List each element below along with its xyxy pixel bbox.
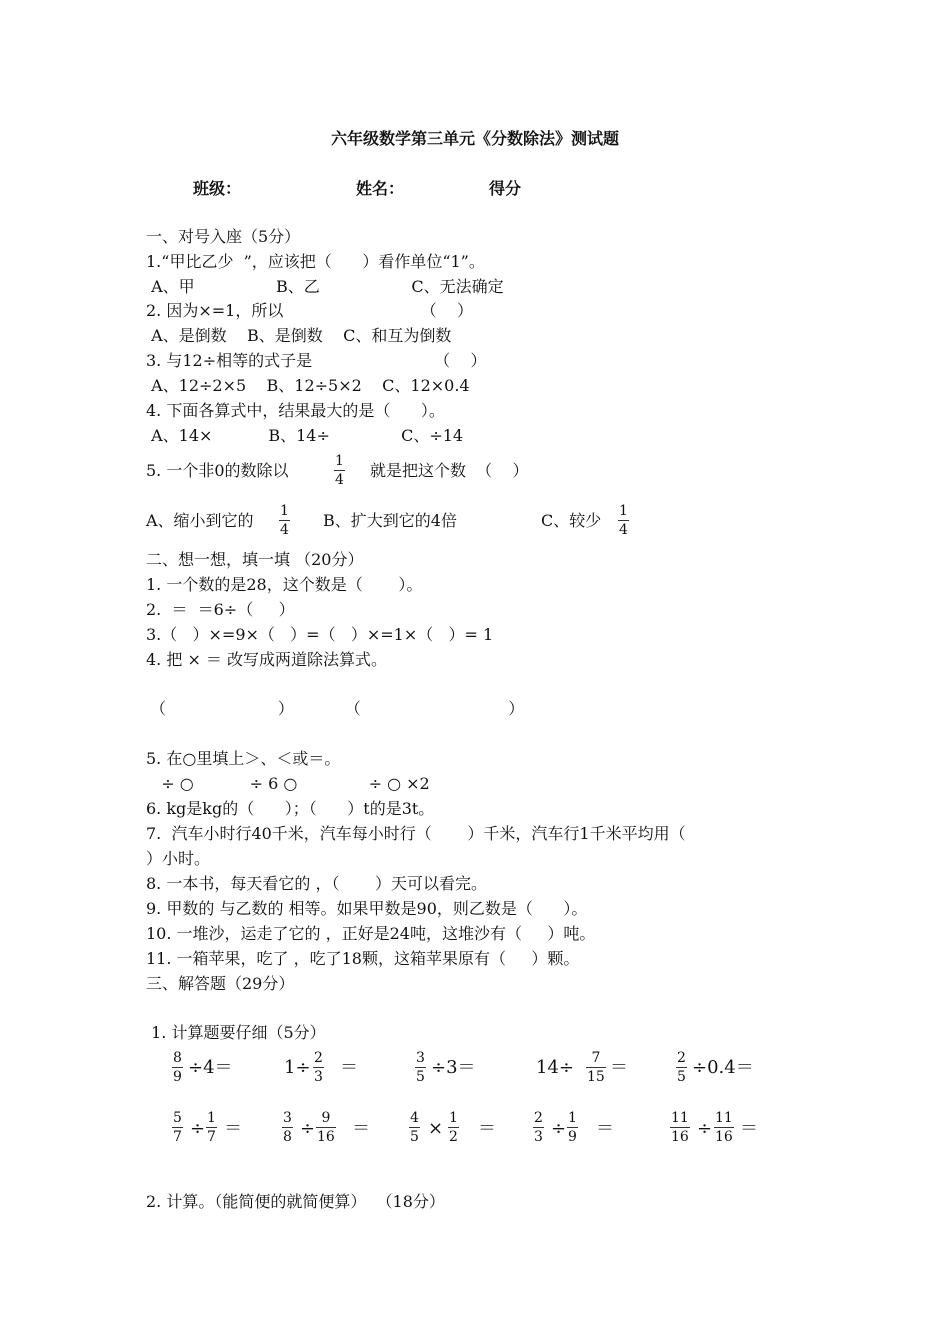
question-2-options: A、是倒数 B、是倒数 C、和互为倒数 xyxy=(146,326,452,345)
calc-operator: ÷0.4＝ xyxy=(692,1057,754,1078)
calc-operator: ＝ xyxy=(610,1057,628,1078)
fill-5: 5. 在○里填上＞、＜或＝。 xyxy=(146,749,341,768)
section-2-heading: 二、想一想，填一填 （20分） xyxy=(146,550,364,569)
question-5-option-b: B、扩大到它的4倍 xyxy=(323,511,457,530)
fill-7-continued: ）小时。 xyxy=(146,849,211,868)
question-5-option-c: C、较少 xyxy=(541,511,602,530)
calc-operator: ＝ xyxy=(224,1118,242,1139)
fill-8: 8. 一本书，每天看它的 ，（ ）天可以看完。 xyxy=(146,874,488,893)
fill-10: 10. 一堆沙，运走了它的 ，正好是24吨，这堆沙有（ ）吨。 xyxy=(146,924,596,943)
fill-3: 3.（ ）×=9×（ ）=（ ）×=1×（ ）= 1 xyxy=(146,625,494,644)
calc-operator: ＝ xyxy=(740,1118,758,1139)
calc-operator: ÷ xyxy=(300,1118,316,1139)
calc-fraction: 2 5 xyxy=(677,1050,686,1085)
name-label: 姓名： xyxy=(356,179,405,198)
score-label: 得分 xyxy=(489,179,522,198)
question-1-options: A、甲 B、乙 C、无法确定 xyxy=(146,277,504,296)
calc-fraction: 2 3 xyxy=(534,1110,543,1145)
question-4-options: A、14× B、14÷ C、÷14 xyxy=(146,426,464,445)
calc-fraction: 1 9 xyxy=(568,1110,577,1145)
calc-2-heading: 2. 计算。（能简便的就简便算） （18分） xyxy=(146,1192,445,1211)
calc-operator: ＝ xyxy=(478,1118,496,1139)
question-5-option-a: A、缩小到它的 xyxy=(146,511,254,530)
calc-fraction: 5 7 xyxy=(173,1110,182,1145)
fill-4-answer-blanks: （ ） （ ） xyxy=(150,699,525,718)
calc-operator: ＝ xyxy=(352,1118,370,1139)
calc-operator: ÷ xyxy=(551,1118,567,1139)
fill-9: 9. 甲数的 与乙数的 相等。如果甲数是90，则乙数是（ ）。 xyxy=(146,899,588,918)
class-label: 班级： xyxy=(193,179,242,198)
fraction-one-quarter: 1 4 xyxy=(619,503,628,538)
calc-fraction: 3 8 xyxy=(283,1110,292,1145)
page-title: 六年级数学第三单元《分数除法》测试题 xyxy=(330,129,619,148)
calc-fraction: 1 7 xyxy=(207,1110,216,1145)
fraction-one-quarter: 1 4 xyxy=(280,503,289,538)
calc-fraction: 1 2 xyxy=(449,1110,458,1145)
calc-operator: ＝ xyxy=(340,1057,358,1078)
calc-operator: ÷ xyxy=(190,1118,206,1139)
question-3: 3. 与12÷相等的式子是 （ ） xyxy=(146,351,487,370)
section-1-heading: 一、对号入座（5分） xyxy=(146,227,301,246)
question-5-text-end: 就是把这个数 （ ） xyxy=(370,461,529,480)
fraction-one-quarter: 1 4 xyxy=(335,453,344,488)
calc-fraction: 8 9 xyxy=(173,1050,182,1085)
question-3-options: A、12÷2×5 B、12÷5×2 C、12×0.4 xyxy=(146,376,470,395)
fill-5-comparisons: ÷ ○ ÷ 6 ○ ÷ ○ ×2 xyxy=(146,774,430,793)
calc-1-heading: 1. 计算题要仔细（5分） xyxy=(146,1023,326,1042)
question-4: 4. 下面各算式中，结果最大的是（ ）。 xyxy=(146,401,445,420)
calc-operator: ÷ xyxy=(697,1118,713,1139)
calc-fraction: 3 5 xyxy=(416,1050,425,1085)
calc-fraction: 7 15 xyxy=(587,1050,605,1085)
fill-11: 11. 一箱苹果，吃了 ，吃了18颗，这箱苹果原有（ ）颗。 xyxy=(146,949,580,968)
calc-operator: ÷4＝ xyxy=(188,1057,233,1078)
section-3-heading: 三、解答题（29分） xyxy=(146,974,295,993)
question-2: 2. 因为×=1，所以 （ ） xyxy=(146,301,474,320)
calc-fraction: 2 3 xyxy=(314,1050,323,1085)
calc-operator: 14÷ xyxy=(536,1057,574,1078)
calc-fraction: 4 5 xyxy=(410,1110,419,1145)
calc-fraction: 11 16 xyxy=(715,1110,733,1145)
fill-1: 1. 一个数的是28，这个数是（ ）。 xyxy=(146,575,423,594)
calc-fraction: 9 16 xyxy=(317,1110,335,1145)
fill-2: 2. ＝ ＝6÷（ ） xyxy=(146,600,295,619)
question-5-text: 5. 一个非0的数除以 xyxy=(146,461,289,480)
calc-operator: 1÷ xyxy=(284,1057,311,1078)
fill-4: 4. 把 × ＝ 改写成两道除法算式。 xyxy=(146,650,388,669)
calc-fraction: 11 16 xyxy=(671,1110,689,1145)
calc-operator: ÷3＝ xyxy=(431,1057,476,1078)
calc-operator: × xyxy=(428,1118,444,1139)
fill-7: 7. 汽车小时行40千米，汽车每小时行（ ）千米，汽车行1千米平均用（ xyxy=(146,824,686,843)
question-1: 1.“甲比乙少 ”，应该把（ ）看作单位“1”。 xyxy=(146,252,485,271)
fill-6: 6. kg是kg的（ ）；（ ）t的是3t。 xyxy=(146,799,435,818)
calc-operator: ＝ xyxy=(596,1118,614,1139)
